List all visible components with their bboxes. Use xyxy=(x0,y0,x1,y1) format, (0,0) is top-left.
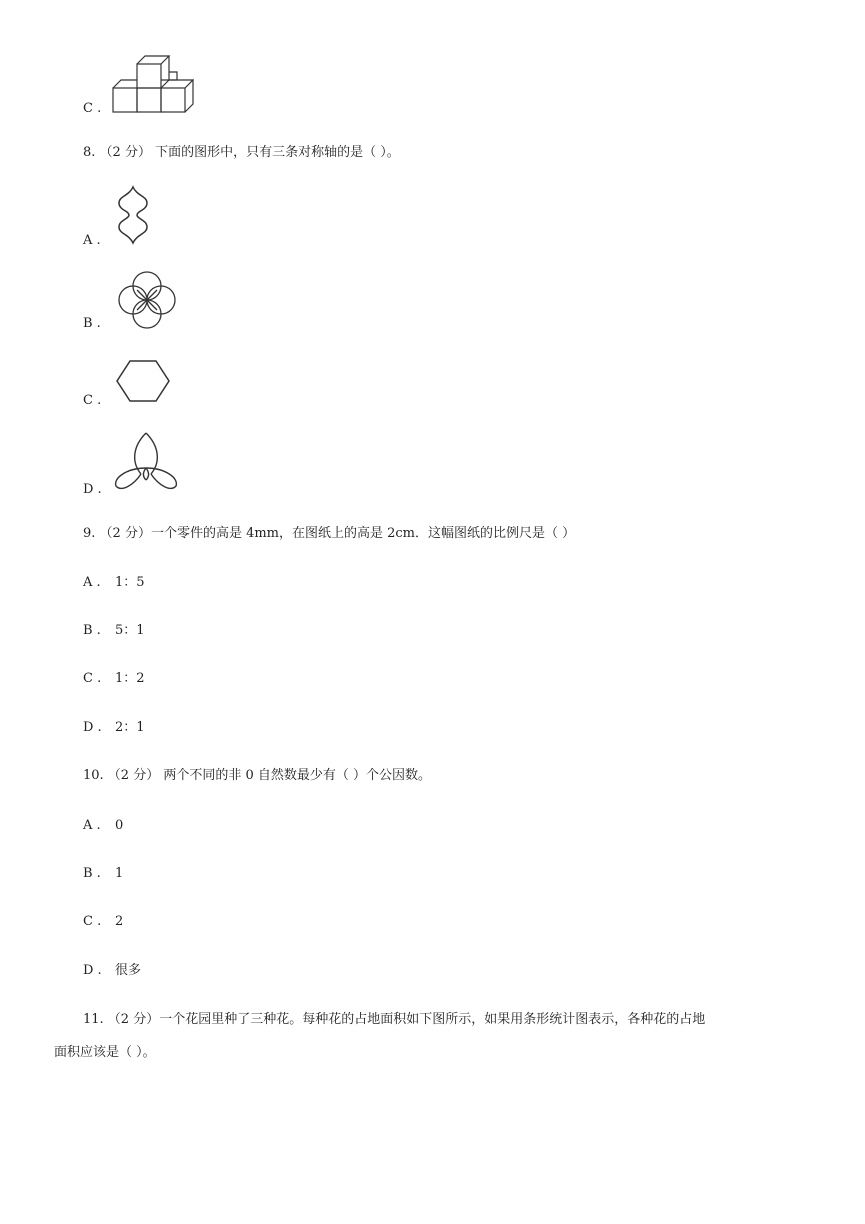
option-text: 1：2 xyxy=(115,671,145,686)
option-text: 1：5 xyxy=(115,575,145,590)
option-text: 0 xyxy=(115,818,124,833)
option-label: D . xyxy=(83,963,102,978)
option-label: B . xyxy=(83,316,101,331)
question-11-stem-line2: 面积应该是（ ）。 xyxy=(54,1045,156,1060)
option-label: D . xyxy=(83,482,102,497)
option-text: 2 xyxy=(115,914,124,929)
option-label: C . xyxy=(83,671,102,686)
trefoil-knot-figure xyxy=(113,430,179,494)
question-11-stem-line1: 11. （2 分）一个花园里种了三种花。每种花的占地面积如下图所示，如果用条形统计图表示，各种花的占地 xyxy=(83,1012,706,1027)
option-label: C . xyxy=(83,393,102,408)
question-9-stem: 9. （2 分）一个零件的高是 4mm，在图纸上的高是 2cm．这幅图纸的比例尺是（ ） xyxy=(83,526,576,541)
option-label: C . xyxy=(83,914,102,929)
option-text: 2：1 xyxy=(115,720,145,735)
option-label: D . xyxy=(83,720,102,735)
option-label: C . xyxy=(83,101,102,116)
option-label: A . xyxy=(83,233,101,248)
cube-stack-figure xyxy=(110,52,194,116)
option-label: A . xyxy=(83,575,101,590)
question-10-stem: 10. （2 分） 两个不同的非 0 自然数最少有（ ）个公因数。 xyxy=(83,768,432,783)
question-8-stem: 8. （2 分） 下面的图形中，只有三条对称轴的是（ ）。 xyxy=(83,145,400,160)
option-label: B . xyxy=(83,623,101,638)
four-circles-figure xyxy=(114,270,180,330)
option-text: 很多 xyxy=(115,963,142,978)
option-label: A . xyxy=(83,818,101,833)
hexagon-figure xyxy=(114,358,172,404)
wavy-shape-figure xyxy=(113,184,153,246)
option-text: 1 xyxy=(115,866,124,881)
option-label: B . xyxy=(83,866,101,881)
option-text: 5：1 xyxy=(115,623,145,638)
